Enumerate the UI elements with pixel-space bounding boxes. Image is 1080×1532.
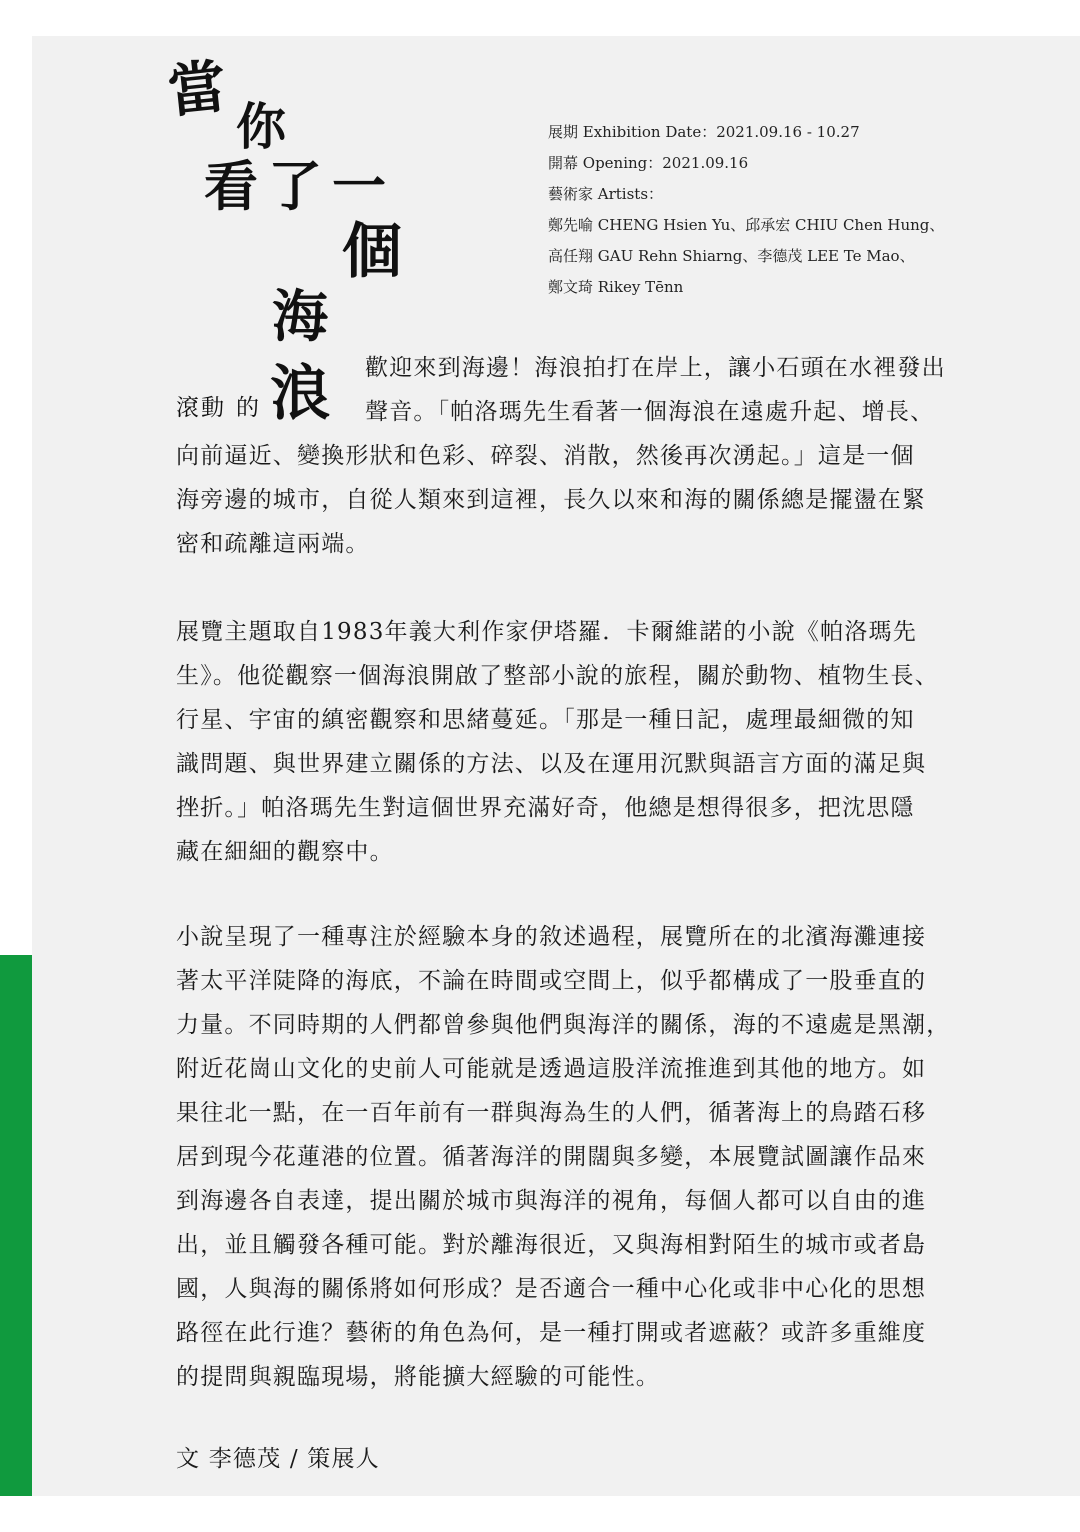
paragraph-3-line: 到海邊各自表達，提出關於城市與海洋的視角，每個人都可以自由的進 bbox=[176, 1188, 927, 1214]
title-char-5: 一 bbox=[332, 155, 386, 218]
artists-label: 藝術家 Artists： bbox=[548, 185, 664, 203]
paragraph-2-line: 挫折。」帕洛瑪先生對這個世界充滿好奇，他總是想得很多，把沈思隱 bbox=[176, 795, 915, 821]
title-char-8: 浪 bbox=[270, 359, 330, 429]
title-char-1: 當 bbox=[164, 52, 230, 126]
paragraph-3-line: 的提問與親臨現場，將能擴大經驗的可能性。 bbox=[176, 1364, 660, 1390]
author-credit: 文 李德茂 / 策展人 bbox=[176, 1446, 380, 1472]
paragraph-3-line: 果往北一點，在一百年前有一群與海為生的人們，循著海上的鳥踏石移 bbox=[176, 1100, 927, 1126]
title-char-9: 滾 bbox=[176, 395, 199, 421]
paragraph-2-line: 展覽主題取自1983年義大利作家伊塔羅．卡爾維諾的小說《帕洛瑪先 bbox=[176, 619, 917, 645]
paragraph-3-line: 居到現今花蓮港的位置。循著海洋的開闊與多變，本展覽試圖讓作品來 bbox=[176, 1144, 927, 1170]
paragraph-2 bbox=[176, 610, 939, 874]
exhibition-info bbox=[548, 117, 944, 303]
artists-line: 鄭文琦 Rikey Tēnn bbox=[548, 278, 684, 296]
paragraph-3-line: 附近花崗山文化的史前人可能就是透過這股洋流推進到其他的地方。如 bbox=[176, 1056, 927, 1082]
paragraph-1-line-5: 密和疏離這兩端。 bbox=[176, 531, 370, 557]
title-char-7: 海 bbox=[272, 285, 328, 350]
exhibition-date: 展期 Exhibition Date：2021.09.16 - 10.27 bbox=[548, 123, 860, 141]
paragraph-2-line: 行星、宇宙的縝密觀察和思緒蔓延。「那是一種日記，處理最細微的知 bbox=[176, 707, 915, 733]
title-char-10: 動 bbox=[201, 395, 224, 421]
title-char-4: 了 bbox=[268, 155, 322, 218]
paragraph-1-line-2: 聲音。「帕洛瑪先生看著一個海浪在遠處升起、增長、 bbox=[365, 399, 935, 425]
paragraph-3-line: 國，人與海的關係將如何形成？是否適合一種中心化或非中心化的思想 bbox=[176, 1276, 927, 1302]
paragraph-3-line: 力量。不同時期的人們都曾參與他們與海洋的關係，海的不遠處是黑潮， bbox=[176, 1012, 951, 1038]
title-char-11: 的 bbox=[236, 395, 259, 421]
artists-line: 鄭先喻 CHENG Hsien Yu、邱承宏 CHIU Chen Hung、 bbox=[548, 216, 945, 234]
opening-date: 開幕 Opening：2021.09.16 bbox=[548, 154, 749, 172]
paragraph-3-line: 出，並且觸發各種可能。對於離海很近，又與海相對陌生的城市或者島 bbox=[176, 1232, 927, 1258]
title-char-2: 你 bbox=[236, 98, 286, 156]
paragraph-2-line: 識問題、與世界建立關係的方法、以及在運用沉默與語言方面的滿足與 bbox=[176, 751, 927, 777]
paragraph-1-line-4: 海旁邊的城市，自從人類來到這裡，長久以來和海的關係總是擺盪在緊 bbox=[176, 487, 927, 513]
paragraph-2-line: 藏在細細的觀察中。 bbox=[176, 839, 394, 865]
artists-line: 高任翔 GAU Rehn Shiarng、李德茂 LEE Te Mao、 bbox=[548, 247, 915, 265]
paragraph-3-line: 著太平洋陡降的海底，不論在時間或空間上，似乎都構成了一股垂直的 bbox=[176, 968, 927, 994]
paragraph-3-line: 路徑在此行進？藝術的角色為何，是一種打開或者遮蔽？或許多重維度 bbox=[176, 1320, 927, 1346]
paragraph-1-line-3: 向前逼近、變換形狀和色彩、碎裂、消散，然後再次湧起。」這是一個 bbox=[176, 443, 915, 469]
accent-bar bbox=[0, 955, 32, 1496]
paragraph-2-line: 生》。他從觀察一個海浪開啟了整部小說的旅程，關於動物、植物生長、 bbox=[176, 663, 939, 689]
title-char-6: 個 bbox=[342, 217, 402, 287]
title-char-3: 看 bbox=[204, 155, 258, 218]
paragraph-1-line-1: 歡迎來到海邊！海浪拍打在岸上，讓小石頭在水裡發出 bbox=[365, 355, 946, 381]
paragraph-3 bbox=[176, 915, 950, 1399]
paragraph-3-line: 小說呈現了一種專注於經驗本身的敘述過程，展覽所在的北濱海灘連接 bbox=[176, 924, 927, 950]
